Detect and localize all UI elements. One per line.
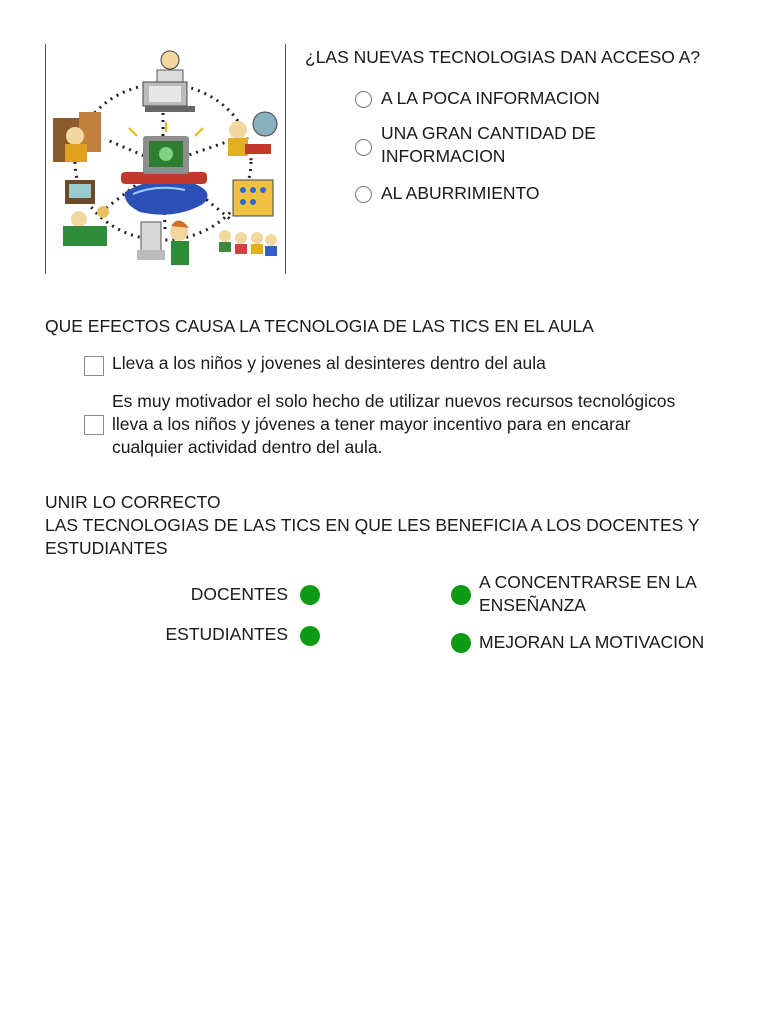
match-left-docentes: DOCENTES — [190, 584, 288, 604]
q1-option3-radio[interactable] — [355, 186, 372, 203]
image-left-border — [45, 44, 46, 274]
image-right-border — [285, 44, 286, 274]
question3-subtitle-line2: ESTUDIANTES — [45, 538, 168, 558]
q2-option2-line1: Es muy motivador el solo hecho de utilizar nuevos recursos tecnológicos — [112, 391, 676, 411]
q1-option1-radio[interactable] — [355, 91, 372, 108]
question3-title: UNIR LO CORRECTO — [45, 492, 221, 512]
q2-option2-line2: lleva a los niños y jóvenes a tener mayor incentivo para en encarar — [112, 414, 631, 434]
match-dot-docentes[interactable] — [300, 585, 320, 605]
tech-education-illustration — [45, 44, 286, 274]
q1-option2-radio[interactable] — [355, 139, 372, 156]
q1-option2-label-line2: INFORMACION — [381, 146, 506, 166]
match-right-concentrarse-line1: A CONCENTRARSE EN LA — [479, 572, 697, 592]
q2-option1-label: Lleva a los niños y jovenes al desinteres dentro del aula — [112, 353, 546, 373]
question2-title: QUE EFECTOS CAUSA LA TECNOLOGIA DE LAS TICS EN EL AULA — [45, 316, 594, 336]
match-right-concentrarse-line2: ENSEÑANZA — [479, 595, 586, 615]
question3-subtitle-line1: LAS TECNOLOGIAS DE LAS TICS EN QUE LES BENEFICIA A LOS DOCENTES Y — [45, 515, 700, 535]
match-left-estudiantes: ESTUDIANTES — [165, 624, 288, 644]
q2-option2-line3: cualquier actividad dentro del aula. — [112, 437, 383, 457]
q1-option1-label: A LA POCA INFORMACION — [381, 88, 600, 108]
illustration-graphic — [45, 44, 286, 274]
match-dot-motivacion[interactable] — [451, 633, 471, 653]
q2-option1-checkbox[interactable] — [84, 356, 104, 376]
question1-title: ¿LAS NUEVAS TECNOLOGIAS DAN ACCESO A? — [305, 47, 701, 67]
q2-option2-checkbox[interactable] — [84, 415, 104, 435]
match-right-motivacion: MEJORAN LA MOTIVACION — [479, 632, 705, 652]
match-dot-estudiantes[interactable] — [300, 626, 320, 646]
match-dot-concentrarse[interactable] — [451, 585, 471, 605]
q1-option2-label-line1: UNA GRAN CANTIDAD DE — [381, 123, 596, 143]
q1-option3-label: AL ABURRIMIENTO — [381, 183, 540, 203]
